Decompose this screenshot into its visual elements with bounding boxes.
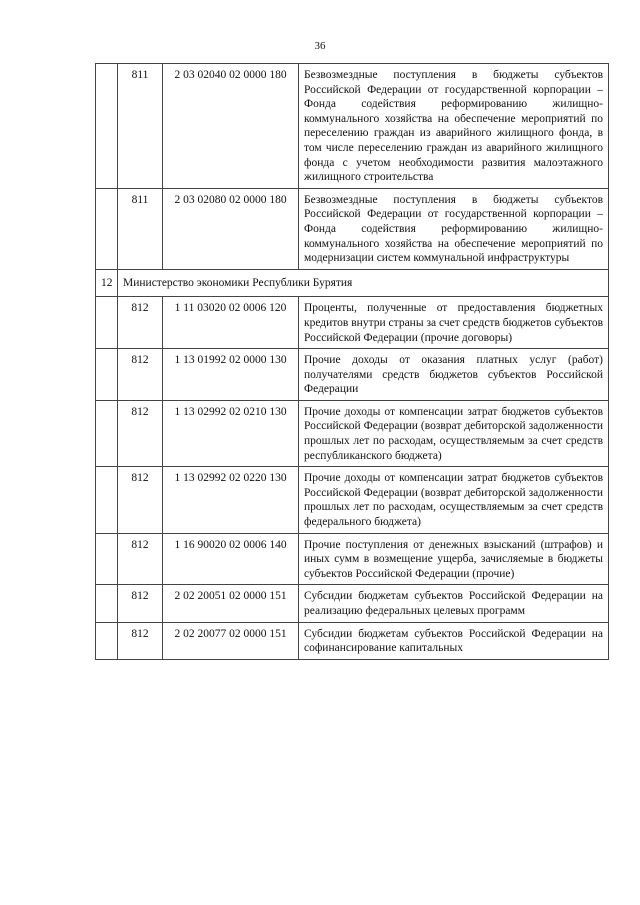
table-row [96, 622, 609, 659]
admin-code-cell: 811 [118, 64, 163, 189]
table-row [96, 533, 609, 585]
row-number-cell [96, 622, 118, 659]
table-row [96, 349, 609, 401]
admin-code-cell: 812 [118, 400, 163, 466]
budget-code-cell: 1 13 02992 02 0210 130 [163, 400, 299, 466]
table-row [96, 585, 609, 622]
description-cell: Прочие доходы от оказания платных услуг (работ) получателями средств бюджетов субъектов Российской Федерации [299, 349, 609, 401]
admin-code-cell: 811 [118, 188, 163, 269]
row-number-cell [96, 297, 118, 349]
ministry-name: Министерство экономики Республики Бурятия [118, 269, 609, 297]
table-row [96, 297, 609, 349]
row-number-cell [96, 533, 118, 585]
budget-code-cell: 1 16 90020 02 0006 140 [163, 533, 299, 585]
admin-code-cell: 812 [118, 622, 163, 659]
description-cell: Безвозмездные поступления в бюджеты субъектов Российской Федерации от государственной корпорации – Фонда содействия реформированию жилищно-коммунального хозяйства на обеспечение мероприятий по переселению граждан из аварийного жилищного фонда, в том числе переселению граждан из аварийного жилищного фонда с учетом необходимости развития малоэтажного жилищного строительства [299, 64, 609, 189]
table-row [96, 64, 609, 189]
budget-code-cell: 1 11 03020 02 0006 120 [163, 297, 299, 349]
row-number-cell [96, 400, 118, 466]
admin-code-cell: 812 [118, 585, 163, 622]
description-cell: Проценты, полученные от предоставления бюджетных кредитов внутри страны за счет средств бюджетов субъектов Российской Федерации (прочие договоры) [299, 297, 609, 349]
budget-code-cell: 2 02 20077 02 0000 151 [163, 622, 299, 659]
admin-code-cell: 812 [118, 297, 163, 349]
admin-code-cell: 812 [118, 467, 163, 533]
admin-code-cell: 812 [118, 349, 163, 401]
row-number-cell [96, 585, 118, 622]
description-cell: Безвозмездные поступления в бюджеты субъектов Российской Федерации от государственной корпорации – Фонда содействия реформированию жилищно-коммунального хозяйства на обеспечение мероприятий по модернизации систем коммунальной инфраструктуры [299, 188, 609, 269]
budget-code-cell: 2 02 20051 02 0000 151 [163, 585, 299, 622]
table-row [96, 467, 609, 533]
description-cell: Прочие доходы от компенсации затрат бюджетов субъектов Российской Федерации (возврат дебиторской задолженности прошлых лет по расходам, осуществляемым за счет средств федерального бюджета) [299, 467, 609, 533]
page-number: 36 [314, 40, 326, 52]
row-number-cell [96, 349, 118, 401]
table-row [96, 188, 609, 269]
budget-code-cell: 2 03 02080 02 0000 180 [163, 188, 299, 269]
row-number-cell [96, 188, 118, 269]
budget-code-cell: 1 13 01992 02 0000 130 [163, 349, 299, 401]
ministry-header-row [96, 269, 609, 297]
row-number-cell [96, 467, 118, 533]
description-cell: Прочие доходы от компенсации затрат бюджетов субъектов Российской Федерации (возврат дебиторской задолженности прошлых лет по расходам, осуществляемым за счет средств республиканского бюджета) [299, 400, 609, 466]
description-cell: Субсидии бюджетам субъектов Российской Федерации на софинансирование капитальных [299, 622, 609, 659]
row-number-cell [96, 64, 118, 189]
budget-code-cell: 2 03 02040 02 0000 180 [163, 64, 299, 189]
budget-code-cell: 1 13 02992 02 0220 130 [163, 467, 299, 533]
ministry-number: 12 [96, 269, 118, 297]
admin-code-cell: 812 [118, 533, 163, 585]
table-row [96, 400, 609, 466]
budget-revenue-table [95, 63, 609, 660]
description-cell: Субсидии бюджетам субъектов Российской Федерации на реализацию федеральных целевых программ [299, 585, 609, 622]
description-cell: Прочие поступления от денежных взысканий (штрафов) и иных сумм в возмещение ущерба, зачисляемые в бюджеты субъектов Российской Федерации (прочие) [299, 533, 609, 585]
